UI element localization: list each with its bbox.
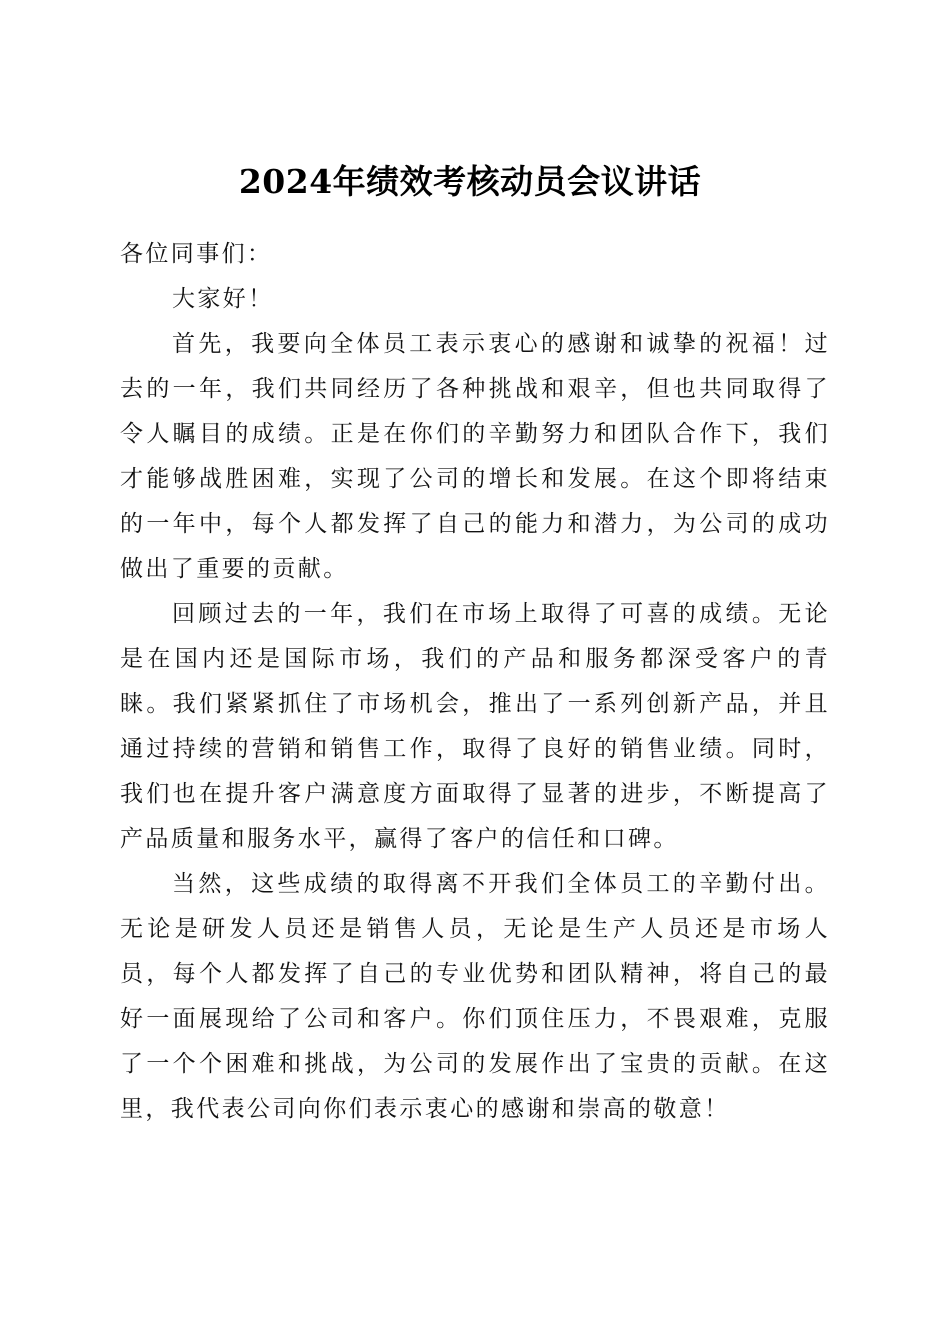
- salutation: 各位同事们：: [120, 241, 273, 267]
- paragraph-2: 回顾过去的一年，我们在市场上取得了可喜的成绩。无论是在国内还是国际市场，我们的产品和服务都深受客户的青睐。我们紧紧抓住了市场机会，推出了一系列创新产品，并且通过持续的营销和销售工作，取得了良好的销售业绩。同时，我们也在提升客户满意度方面取得了显著的进步，不断提高了产品质量和服务水平，赢得了客户的信任和口碑。: [120, 601, 830, 852]
- document-title: 2024年绩效考核动员会议讲话: [238, 162, 702, 202]
- paragraph-3: 当然，这些成绩的取得离不开我们全体员工的辛勤付出。无论是研发人员还是销售人员，无论是生产人员还是市场人员，每个人都发挥了自己的专业优势和团队精神，将自己的最好一面展现给了公司和客户。你们顶住压力，不畏艰难，克服了一个个困难和挑战，为公司的发展作出了宝贵的贡献。在这里，我代表公司向你们表示衷心的感谢和崇高的敬意！: [120, 871, 830, 1122]
- document-body: [120, 232, 830, 1132]
- paragraph-1: 首先，我要向全体员工表示衷心的感谢和诚挚的祝福！过去的一年，我们共同经历了各种挑战和艰辛，但也共同取得了令人瞩目的成绩。正是在你们的辛勤努力和团队合作下，我们才能够战胜困难，实现了公司的增长和发展。在这个即将结束的一年中，每个人都发挥了自己的能力和潜力，为公司的成功做出了重要的贡献。: [120, 331, 830, 582]
- greeting: 大家好！: [172, 286, 274, 312]
